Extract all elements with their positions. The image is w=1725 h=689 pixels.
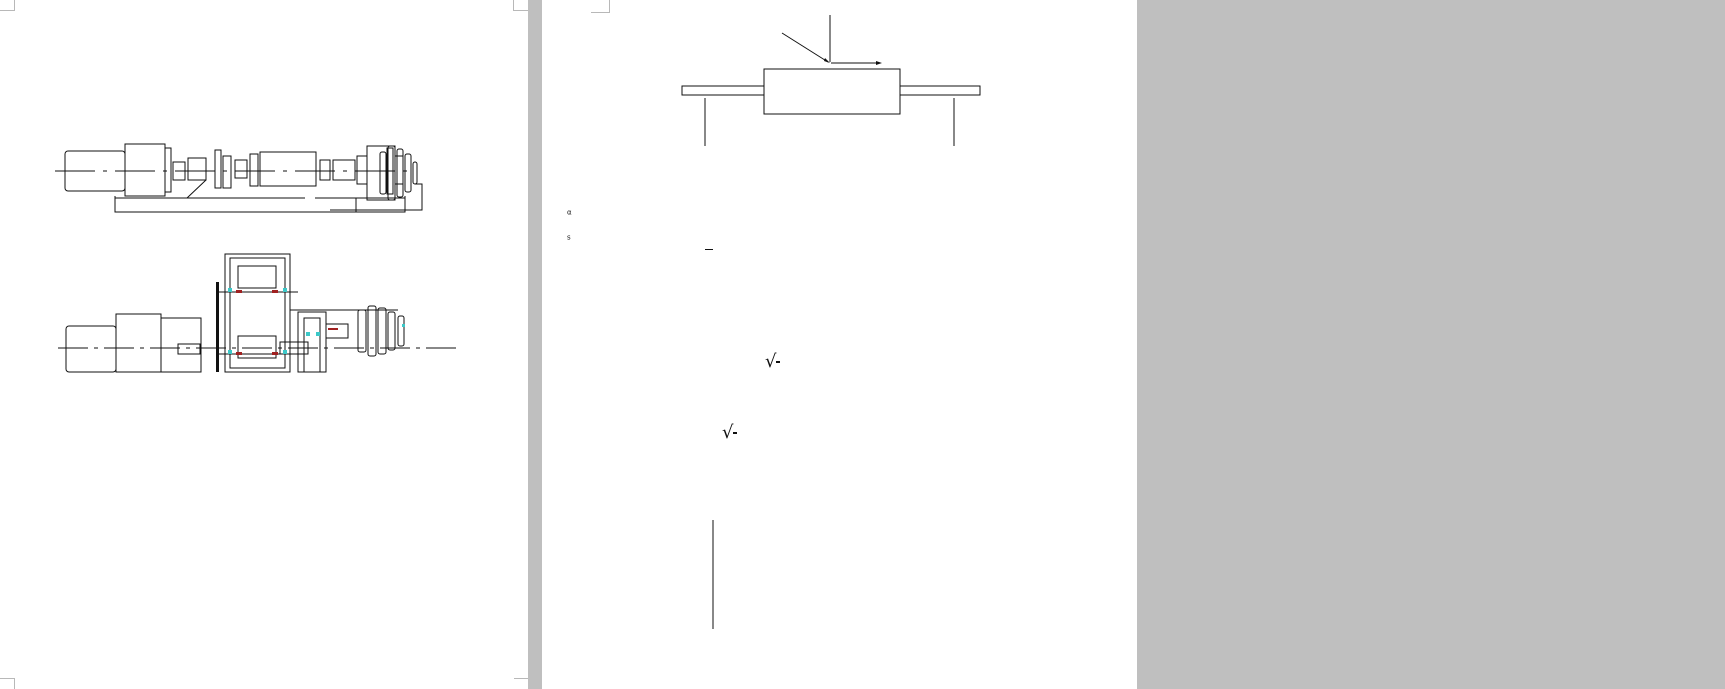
paragraph-line: α — [567, 208, 572, 217]
radical-icon: √ — [765, 351, 777, 373]
crop-mark — [513, 0, 528, 11]
equation-shaft-diameter — [765, 352, 780, 373]
numerator — [733, 433, 737, 434]
equation-6-1 — [705, 242, 713, 255]
right-shaft — [900, 86, 980, 95]
document-page-2 — [542, 0, 1137, 689]
document-page-1 — [0, 0, 528, 689]
fraction — [776, 361, 780, 363]
force-F-arrow — [782, 33, 828, 62]
crop-mark — [0, 678, 15, 689]
figure-6-1-top-view — [58, 252, 458, 372]
equation-6-4 — [722, 422, 737, 444]
figure-6-2-roller-force-diagram — [542, 0, 1137, 150]
numerator — [776, 362, 780, 363]
fraction — [709, 249, 713, 250]
roller-body — [764, 69, 900, 114]
radical-icon: √ — [722, 422, 734, 444]
fraction — [733, 432, 737, 434]
left-shaft — [682, 86, 764, 95]
figure-6-1-side-view — [55, 140, 415, 220]
crop-mark — [0, 0, 15, 11]
paragraph-line: s — [567, 233, 571, 242]
numerator — [709, 249, 713, 250]
figure-6-3-vertical-plane-diagram — [542, 520, 1137, 650]
crop-mark — [514, 678, 528, 679]
figure-6-1-flywheels — [380, 142, 430, 212]
